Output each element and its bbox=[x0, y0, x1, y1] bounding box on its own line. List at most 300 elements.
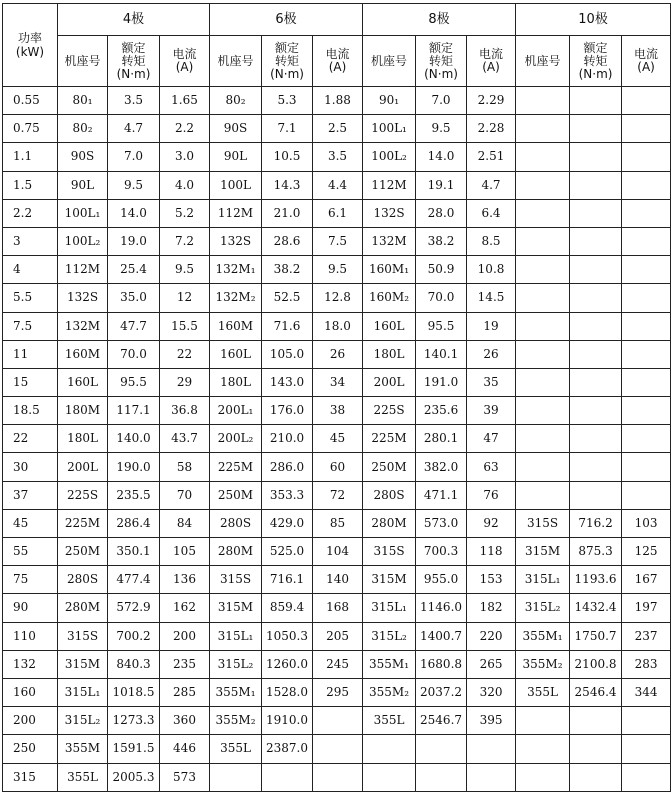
power-cell: 160 bbox=[3, 678, 58, 706]
current-cell: 320 bbox=[467, 678, 516, 706]
frame-cell bbox=[363, 735, 416, 763]
frame-cell: 132S bbox=[210, 227, 262, 255]
frame-cell: 132M₂ bbox=[210, 284, 262, 312]
torque-cell bbox=[570, 256, 622, 284]
frame-cell: 160L bbox=[363, 312, 416, 340]
torque-cell bbox=[570, 171, 622, 199]
frame-cell: 315S bbox=[363, 538, 416, 566]
power-cell: 1.1 bbox=[3, 143, 58, 171]
current-cell: 2.5 bbox=[313, 115, 363, 143]
torque-cell bbox=[570, 707, 622, 735]
current-cell: 85 bbox=[313, 509, 363, 537]
torque-cell: 1750.7 bbox=[570, 622, 622, 650]
current-cell: 22 bbox=[160, 340, 210, 368]
frame-cell: 280M bbox=[363, 509, 416, 537]
frame-cell: 100L₂ bbox=[58, 227, 108, 255]
frame-cell: 160M bbox=[210, 312, 262, 340]
torque-cell: 429.0 bbox=[262, 509, 313, 537]
frame-cell: 132S bbox=[58, 284, 108, 312]
torque-cell: 28.0 bbox=[416, 199, 467, 227]
current-cell: 103 bbox=[622, 509, 671, 537]
current-cell: 573 bbox=[160, 763, 210, 791]
frame-cell: 315L₂ bbox=[516, 594, 570, 622]
torque-cell: 47.7 bbox=[108, 312, 160, 340]
rated-torque-header: 额定 转矩 (N·m) bbox=[416, 36, 467, 87]
torque-cell: 1591.5 bbox=[108, 735, 160, 763]
current-cell: 245 bbox=[313, 650, 363, 678]
current-cell bbox=[622, 256, 671, 284]
table-row bbox=[3, 481, 671, 509]
current-cell bbox=[622, 199, 671, 227]
torque-cell bbox=[570, 87, 622, 115]
power-cell: 55 bbox=[3, 538, 58, 566]
frame-cell: 80₂ bbox=[210, 87, 262, 115]
torque-cell: 21.0 bbox=[262, 199, 313, 227]
current-cell: 118 bbox=[467, 538, 516, 566]
frame-cell: 315L₂ bbox=[210, 650, 262, 678]
current-cell: 35 bbox=[467, 368, 516, 396]
torque-cell: 572.9 bbox=[108, 594, 160, 622]
frame-cell: 90L bbox=[210, 143, 262, 171]
motor-spec-table bbox=[2, 3, 671, 792]
frame-cell bbox=[210, 763, 262, 791]
frame-cell bbox=[516, 143, 570, 171]
sub-header-row bbox=[3, 36, 671, 87]
frame-cell: 315L₁ bbox=[58, 678, 108, 706]
torque-cell bbox=[416, 763, 467, 791]
power-header bbox=[3, 4, 58, 87]
frame-cell bbox=[516, 256, 570, 284]
current-cell: 446 bbox=[160, 735, 210, 763]
current-cell bbox=[622, 735, 671, 763]
torque-cell bbox=[570, 284, 622, 312]
current-cell bbox=[622, 115, 671, 143]
power-cell: 3 bbox=[3, 227, 58, 255]
frame-cell: 100L₁ bbox=[58, 199, 108, 227]
frame-cell: 80₁ bbox=[58, 87, 108, 115]
table-row bbox=[3, 735, 671, 763]
torque-cell: 235.5 bbox=[108, 481, 160, 509]
frame-size-header: 机座号 bbox=[58, 36, 108, 87]
rated-torque-header: 额定 转矩 (N·m) bbox=[108, 36, 160, 87]
group-header-10-pole: 10极 bbox=[516, 4, 671, 36]
current-cell: 38 bbox=[313, 397, 363, 425]
frame-cell: 280M bbox=[58, 594, 108, 622]
power-cell: 0.55 bbox=[3, 87, 58, 115]
current-cell: 26 bbox=[467, 340, 516, 368]
torque-cell: 286.0 bbox=[262, 453, 313, 481]
torque-cell: 2005.3 bbox=[108, 763, 160, 791]
torque-cell: 95.5 bbox=[416, 312, 467, 340]
frame-cell: 112M bbox=[363, 171, 416, 199]
table-row bbox=[3, 256, 671, 284]
torque-cell bbox=[570, 425, 622, 453]
torque-cell: 875.3 bbox=[570, 538, 622, 566]
current-cell: 285 bbox=[160, 678, 210, 706]
current-cell: 14.5 bbox=[467, 284, 516, 312]
torque-cell: 210.0 bbox=[262, 425, 313, 453]
frame-cell: 315M bbox=[516, 538, 570, 566]
frame-cell: 355L bbox=[363, 707, 416, 735]
torque-cell: 4.7 bbox=[108, 115, 160, 143]
torque-cell bbox=[570, 312, 622, 340]
current-cell: 5.2 bbox=[160, 199, 210, 227]
current-cell bbox=[622, 453, 671, 481]
current-cell: 4.7 bbox=[467, 171, 516, 199]
frame-cell: 200L₂ bbox=[210, 425, 262, 453]
current-cell: 153 bbox=[467, 566, 516, 594]
current-cell: 6.1 bbox=[313, 199, 363, 227]
frame-cell: 160M₁ bbox=[363, 256, 416, 284]
current-cell bbox=[622, 707, 671, 735]
table-row bbox=[3, 707, 671, 735]
power-header-text: 功率 (kW) bbox=[15, 31, 45, 59]
torque-cell bbox=[570, 199, 622, 227]
current-cell: 84 bbox=[160, 509, 210, 537]
frame-cell bbox=[516, 340, 570, 368]
power-cell: 1.5 bbox=[3, 171, 58, 199]
torque-cell: 840.3 bbox=[108, 650, 160, 678]
frame-cell: 315S bbox=[516, 509, 570, 537]
current-cell: 9.5 bbox=[160, 256, 210, 284]
frame-cell: 280S bbox=[58, 566, 108, 594]
current-cell: 3.0 bbox=[160, 143, 210, 171]
current-cell: 6.4 bbox=[467, 199, 516, 227]
frame-cell: 200L₁ bbox=[210, 397, 262, 425]
current-cell bbox=[622, 87, 671, 115]
frame-cell: 315M bbox=[58, 650, 108, 678]
current-cell: 295 bbox=[313, 678, 363, 706]
current-cell: 205 bbox=[313, 622, 363, 650]
torque-cell: 1146.0 bbox=[416, 594, 467, 622]
power-cell: 132 bbox=[3, 650, 58, 678]
current-cell bbox=[313, 763, 363, 791]
current-cell: 15.5 bbox=[160, 312, 210, 340]
frame-cell: 225S bbox=[363, 397, 416, 425]
frame-cell bbox=[516, 284, 570, 312]
frame-cell: 355M₂ bbox=[516, 650, 570, 678]
torque-cell: 1193.6 bbox=[570, 566, 622, 594]
torque-cell bbox=[570, 735, 622, 763]
current-cell: 220 bbox=[467, 622, 516, 650]
frame-cell: 225M bbox=[58, 509, 108, 537]
torque-cell bbox=[570, 227, 622, 255]
torque-cell: 14.3 bbox=[262, 171, 313, 199]
torque-cell: 35.0 bbox=[108, 284, 160, 312]
torque-cell: 235.6 bbox=[416, 397, 467, 425]
current-cell: 8.5 bbox=[467, 227, 516, 255]
current-cell bbox=[622, 763, 671, 791]
current-cell: 136 bbox=[160, 566, 210, 594]
frame-cell: 315L₂ bbox=[58, 707, 108, 735]
table-row bbox=[3, 284, 671, 312]
frame-cell bbox=[516, 425, 570, 453]
torque-cell: 9.5 bbox=[108, 171, 160, 199]
frame-cell: 315L₁ bbox=[516, 566, 570, 594]
torque-cell bbox=[262, 763, 313, 791]
power-cell: 7.5 bbox=[3, 312, 58, 340]
frame-cell: 315L₁ bbox=[210, 622, 262, 650]
frame-cell: 160M bbox=[58, 340, 108, 368]
table-row bbox=[3, 566, 671, 594]
torque-cell bbox=[570, 368, 622, 396]
torque-cell: 716.2 bbox=[570, 509, 622, 537]
table-row bbox=[3, 171, 671, 199]
torque-cell: 1050.3 bbox=[262, 622, 313, 650]
torque-cell bbox=[570, 115, 622, 143]
current-cell: 140 bbox=[313, 566, 363, 594]
current-header: 电流 (A) bbox=[467, 36, 516, 87]
torque-cell: 70.0 bbox=[108, 340, 160, 368]
current-cell: 1.88 bbox=[313, 87, 363, 115]
current-cell: 39 bbox=[467, 397, 516, 425]
power-cell: 110 bbox=[3, 622, 58, 650]
torque-cell: 5.3 bbox=[262, 87, 313, 115]
frame-cell: 90₁ bbox=[363, 87, 416, 115]
current-cell bbox=[622, 481, 671, 509]
frame-cell: 280M bbox=[210, 538, 262, 566]
frame-cell: 355M₂ bbox=[363, 678, 416, 706]
torque-cell: 1018.5 bbox=[108, 678, 160, 706]
current-cell: 2.2 bbox=[160, 115, 210, 143]
torque-cell: 38.2 bbox=[416, 227, 467, 255]
torque-cell: 140.1 bbox=[416, 340, 467, 368]
current-cell: 360 bbox=[160, 707, 210, 735]
frame-cell bbox=[516, 368, 570, 396]
current-cell: 12 bbox=[160, 284, 210, 312]
torque-cell bbox=[570, 481, 622, 509]
current-cell: 200 bbox=[160, 622, 210, 650]
frame-size-header: 机座号 bbox=[210, 36, 262, 87]
current-cell: 2.28 bbox=[467, 115, 516, 143]
current-cell bbox=[467, 735, 516, 763]
frame-cell bbox=[516, 397, 570, 425]
torque-cell: 2546.7 bbox=[416, 707, 467, 735]
current-cell: 4.4 bbox=[313, 171, 363, 199]
table-row bbox=[3, 368, 671, 396]
current-cell: 182 bbox=[467, 594, 516, 622]
torque-cell: 1432.4 bbox=[570, 594, 622, 622]
current-cell: 2.29 bbox=[467, 87, 516, 115]
frame-cell: 90S bbox=[58, 143, 108, 171]
torque-cell: 19.0 bbox=[108, 227, 160, 255]
current-cell: 235 bbox=[160, 650, 210, 678]
frame-cell: 80₂ bbox=[58, 115, 108, 143]
torque-cell: 2100.8 bbox=[570, 650, 622, 678]
current-cell: 105 bbox=[160, 538, 210, 566]
torque-cell: 1273.3 bbox=[108, 707, 160, 735]
frame-cell: 355L bbox=[58, 763, 108, 791]
current-cell bbox=[622, 284, 671, 312]
frame-cell: 180L bbox=[363, 340, 416, 368]
table-row bbox=[3, 622, 671, 650]
torque-cell: 70.0 bbox=[416, 284, 467, 312]
torque-cell: 10.5 bbox=[262, 143, 313, 171]
current-cell bbox=[313, 707, 363, 735]
frame-cell bbox=[516, 227, 570, 255]
table-body bbox=[3, 87, 671, 792]
table-row bbox=[3, 227, 671, 255]
torque-cell: 1910.0 bbox=[262, 707, 313, 735]
torque-cell: 525.0 bbox=[262, 538, 313, 566]
frame-cell: 315S bbox=[210, 566, 262, 594]
torque-cell: 190.0 bbox=[108, 453, 160, 481]
torque-cell: 2546.4 bbox=[570, 678, 622, 706]
frame-cell: 200L bbox=[58, 453, 108, 481]
current-cell: 70 bbox=[160, 481, 210, 509]
current-cell: 45 bbox=[313, 425, 363, 453]
frame-cell: 132M₁ bbox=[210, 256, 262, 284]
frame-cell: 355M bbox=[58, 735, 108, 763]
torque-cell: 50.9 bbox=[416, 256, 467, 284]
power-cell: 30 bbox=[3, 453, 58, 481]
current-cell: 197 bbox=[622, 594, 671, 622]
current-cell: 265 bbox=[467, 650, 516, 678]
torque-cell: 52.5 bbox=[262, 284, 313, 312]
power-cell: 315 bbox=[3, 763, 58, 791]
frame-cell bbox=[516, 763, 570, 791]
table-row bbox=[3, 425, 671, 453]
current-cell: 162 bbox=[160, 594, 210, 622]
current-cell: 58 bbox=[160, 453, 210, 481]
torque-cell: 471.1 bbox=[416, 481, 467, 509]
table-row bbox=[3, 143, 671, 171]
rated-torque-header: 额定 转矩 (N·m) bbox=[262, 36, 313, 87]
table-row bbox=[3, 340, 671, 368]
motor-spec-table-container bbox=[2, 3, 671, 792]
frame-cell: 225S bbox=[58, 481, 108, 509]
table-row bbox=[3, 312, 671, 340]
torque-cell: 95.5 bbox=[108, 368, 160, 396]
torque-cell: 859.4 bbox=[262, 594, 313, 622]
frame-cell: 280S bbox=[363, 481, 416, 509]
frame-cell bbox=[516, 453, 570, 481]
current-cell bbox=[622, 340, 671, 368]
torque-cell: 3.5 bbox=[108, 87, 160, 115]
power-cell: 250 bbox=[3, 735, 58, 763]
table-row bbox=[3, 538, 671, 566]
frame-cell: 250M bbox=[58, 538, 108, 566]
frame-cell: 315M bbox=[363, 566, 416, 594]
frame-cell: 315L₁ bbox=[363, 594, 416, 622]
current-cell: 7.5 bbox=[313, 227, 363, 255]
current-cell: 9.5 bbox=[313, 256, 363, 284]
current-cell bbox=[622, 171, 671, 199]
power-cell: 4 bbox=[3, 256, 58, 284]
current-header: 电流 (A) bbox=[622, 36, 671, 87]
current-cell bbox=[467, 763, 516, 791]
torque-cell bbox=[570, 397, 622, 425]
torque-cell bbox=[416, 735, 467, 763]
frame-cell: 225M bbox=[363, 425, 416, 453]
table-row bbox=[3, 509, 671, 537]
frame-cell: 315L₂ bbox=[363, 622, 416, 650]
torque-cell: 143.0 bbox=[262, 368, 313, 396]
current-cell: 125 bbox=[622, 538, 671, 566]
torque-cell: 1260.0 bbox=[262, 650, 313, 678]
frame-cell: 315S bbox=[58, 622, 108, 650]
frame-cell: 160L bbox=[210, 340, 262, 368]
frame-cell: 355L bbox=[210, 735, 262, 763]
power-cell: 2.2 bbox=[3, 199, 58, 227]
current-cell: 344 bbox=[622, 678, 671, 706]
torque-cell: 716.1 bbox=[262, 566, 313, 594]
torque-cell: 19.1 bbox=[416, 171, 467, 199]
frame-cell: 355L bbox=[516, 678, 570, 706]
frame-cell: 160L bbox=[58, 368, 108, 396]
frame-cell bbox=[516, 199, 570, 227]
table-row bbox=[3, 397, 671, 425]
torque-cell: 280.1 bbox=[416, 425, 467, 453]
current-cell: 283 bbox=[622, 650, 671, 678]
power-cell: 5.5 bbox=[3, 284, 58, 312]
current-cell: 1.65 bbox=[160, 87, 210, 115]
torque-cell bbox=[570, 143, 622, 171]
frame-cell: 180M bbox=[58, 397, 108, 425]
torque-cell: 382.0 bbox=[416, 453, 467, 481]
torque-cell: 353.3 bbox=[262, 481, 313, 509]
group-header-4-pole: 4极 bbox=[58, 4, 210, 36]
current-cell: 104 bbox=[313, 538, 363, 566]
current-cell: 92 bbox=[467, 509, 516, 537]
table-row bbox=[3, 594, 671, 622]
torque-cell: 14.0 bbox=[108, 199, 160, 227]
frame-cell: 180L bbox=[210, 368, 262, 396]
current-cell bbox=[313, 735, 363, 763]
current-cell: 36.8 bbox=[160, 397, 210, 425]
torque-cell: 117.1 bbox=[108, 397, 160, 425]
current-cell: 72 bbox=[313, 481, 363, 509]
torque-cell: 9.5 bbox=[416, 115, 467, 143]
torque-cell: 2387.0 bbox=[262, 735, 313, 763]
power-cell: 0.75 bbox=[3, 115, 58, 143]
torque-cell: 286.4 bbox=[108, 509, 160, 537]
frame-cell: 160M₂ bbox=[363, 284, 416, 312]
torque-cell: 700.3 bbox=[416, 538, 467, 566]
torque-cell bbox=[570, 453, 622, 481]
current-cell: 4.0 bbox=[160, 171, 210, 199]
torque-cell: 1680.8 bbox=[416, 650, 467, 678]
torque-cell: 7.0 bbox=[108, 143, 160, 171]
frame-cell bbox=[363, 763, 416, 791]
group-header-8-pole: 8极 bbox=[363, 4, 516, 36]
torque-cell: 14.0 bbox=[416, 143, 467, 171]
current-cell: 60 bbox=[313, 453, 363, 481]
power-cell: 15 bbox=[3, 368, 58, 396]
current-header: 电流 (A) bbox=[160, 36, 210, 87]
frame-cell: 100L bbox=[210, 171, 262, 199]
current-cell: 63 bbox=[467, 453, 516, 481]
torque-cell bbox=[570, 340, 622, 368]
torque-cell: 350.1 bbox=[108, 538, 160, 566]
frame-cell bbox=[516, 87, 570, 115]
torque-cell: 1528.0 bbox=[262, 678, 313, 706]
frame-cell: 250M bbox=[363, 453, 416, 481]
torque-cell: 105.0 bbox=[262, 340, 313, 368]
torque-cell: 25.4 bbox=[108, 256, 160, 284]
table-row bbox=[3, 87, 671, 115]
current-cell: 7.2 bbox=[160, 227, 210, 255]
current-cell: 29 bbox=[160, 368, 210, 396]
frame-cell: 355M₂ bbox=[210, 707, 262, 735]
table-row bbox=[3, 199, 671, 227]
current-cell: 47 bbox=[467, 425, 516, 453]
current-cell: 2.51 bbox=[467, 143, 516, 171]
frame-cell: 250M bbox=[210, 481, 262, 509]
table-row bbox=[3, 678, 671, 706]
current-cell: 12.8 bbox=[313, 284, 363, 312]
torque-cell: 140.0 bbox=[108, 425, 160, 453]
